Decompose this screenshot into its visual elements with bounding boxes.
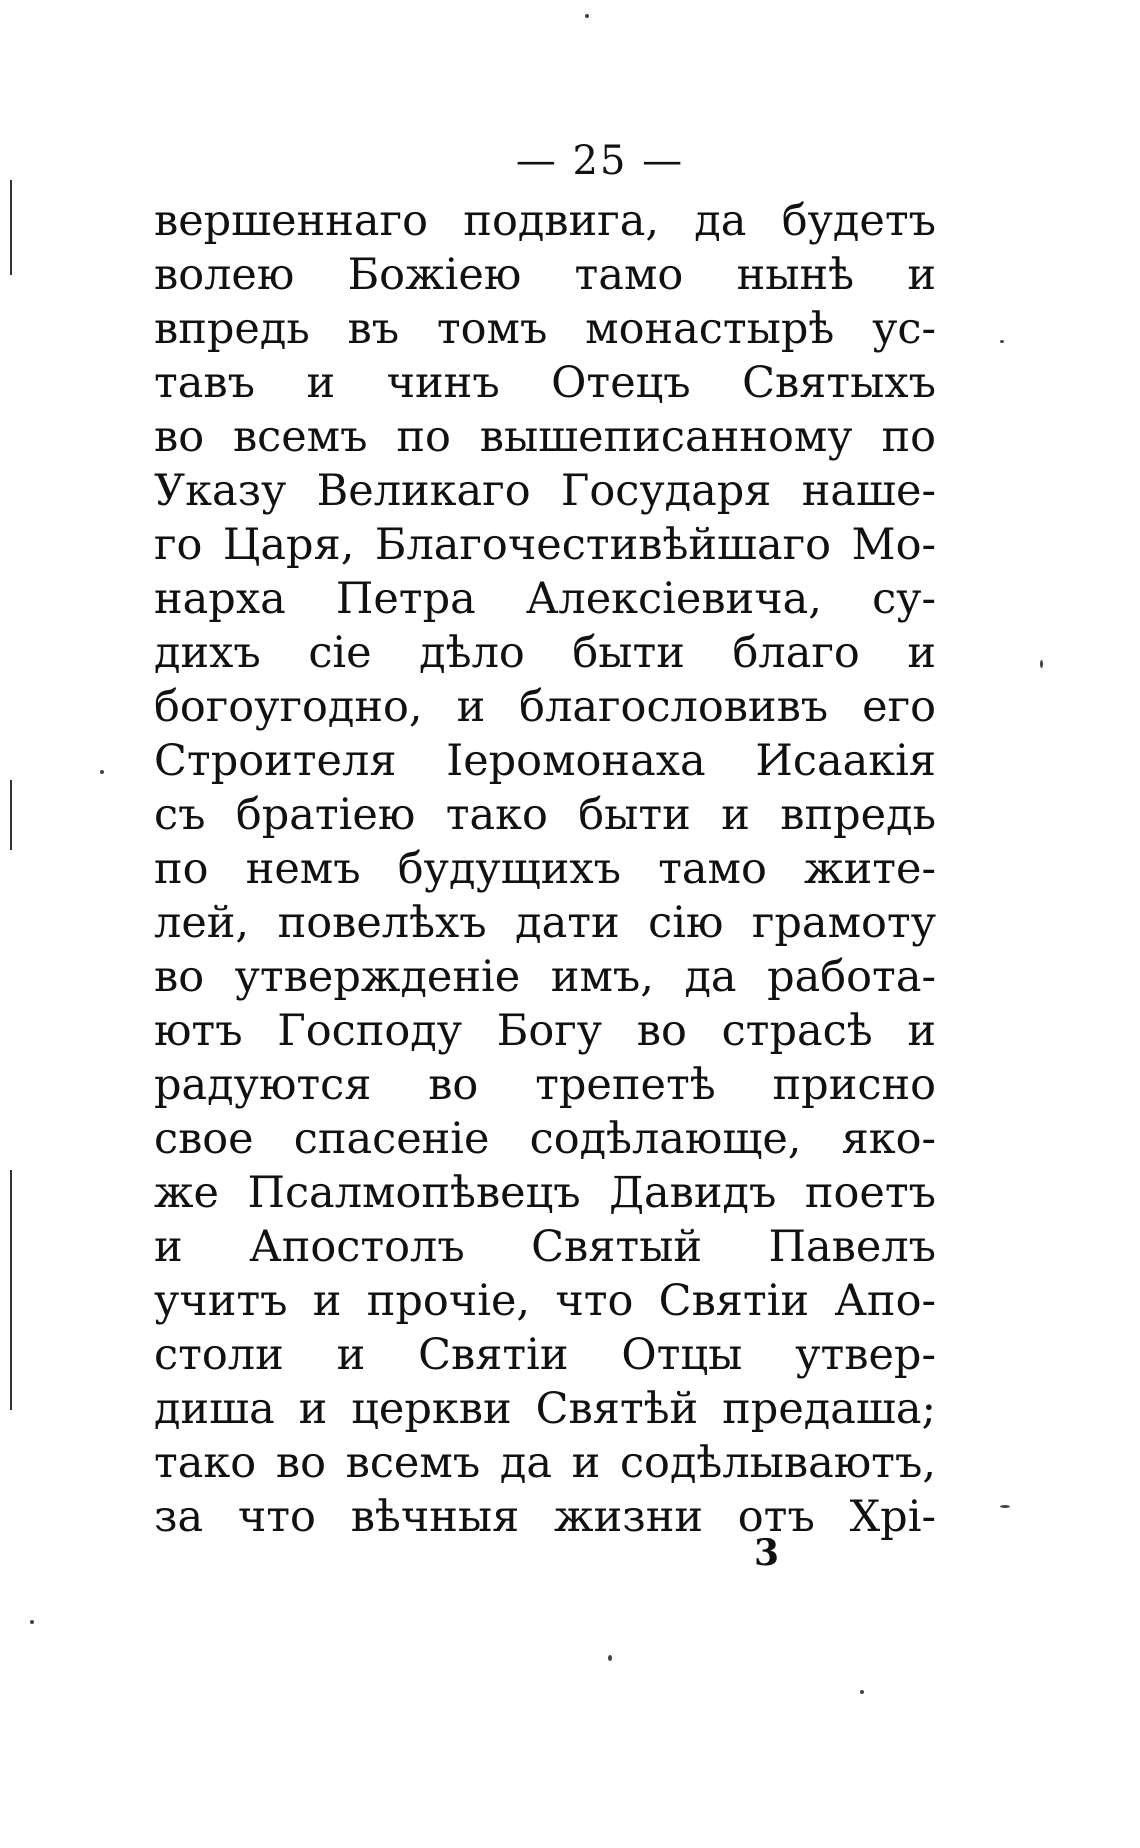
page-speck: [585, 14, 589, 18]
page-speck: [100, 770, 104, 774]
text-line: же Псалмопѣвецъ Давидъ поетъ: [154, 1168, 936, 1218]
page-number: — 25 —: [515, 138, 685, 184]
text-line: и Апостолъ Святый Павелъ: [154, 1222, 936, 1272]
page-speck: [608, 1655, 612, 1661]
text-line: волею Божiею тамо нынѣ и: [154, 250, 936, 300]
text-line: впредь въ томъ монастырѣ ус-: [154, 304, 936, 354]
text-line: ютъ Господу Богу во страсѣ и: [154, 1006, 936, 1056]
left-margin-rule: [10, 780, 12, 850]
left-margin-rule: [10, 1170, 12, 1410]
text-line: учитъ и прочiе, что Святiи Апо-: [154, 1276, 936, 1326]
text-line: диша и церкви Святѣй предаша;: [154, 1384, 936, 1434]
text-line: богоугодно, и благословивъ его: [154, 682, 936, 732]
text-line: съ братiею тако быти и впредь: [154, 790, 936, 840]
text-line: нарха Петра Алексiевича, су-: [154, 574, 936, 624]
page-speck: [1040, 660, 1043, 668]
text-line: тавъ и чинъ Отецъ Святыхъ: [154, 358, 936, 408]
text-line: во всемъ по вышеписанному по: [154, 412, 936, 462]
text-line: по немъ будущихъ тамо жите-: [154, 844, 936, 894]
page-speck: [1000, 340, 1004, 343]
page-speck: [30, 1620, 34, 1624]
text-line: вершеннаго подвига, да будетъ: [154, 196, 936, 246]
text-line: столи и Святiи Отцы утвер-: [154, 1330, 936, 1380]
text-line: тако во всемъ да и содѣлываютъ,: [154, 1438, 936, 1488]
page-speck: [860, 1690, 864, 1694]
text-line: го Царя, Благочестивѣйшаго Мо-: [154, 520, 936, 570]
signature-mark: 3: [754, 1532, 780, 1574]
body-text: [154, 194, 936, 1544]
text-line: за что вѣчныя жизни отъ Хрi-: [154, 1492, 936, 1542]
text-line: дихъ сiе дѣло быти благо и: [154, 628, 936, 678]
left-margin-rule: [10, 180, 12, 275]
text-line: во утвержденiе имъ, да работа-: [154, 952, 936, 1002]
text-line: Строителя Iеромонаха Исаакiя: [154, 736, 936, 786]
text-line: Указу Великаго Государя наше-: [154, 466, 936, 516]
page-speck: [1000, 1505, 1010, 1508]
text-line: лей, повелѣхъ дати сiю грамоту: [154, 898, 936, 948]
text-line: свое спасенiе содѣлающе, яко-: [154, 1114, 936, 1164]
text-line: радуются во трепетѣ присно: [154, 1060, 936, 1110]
